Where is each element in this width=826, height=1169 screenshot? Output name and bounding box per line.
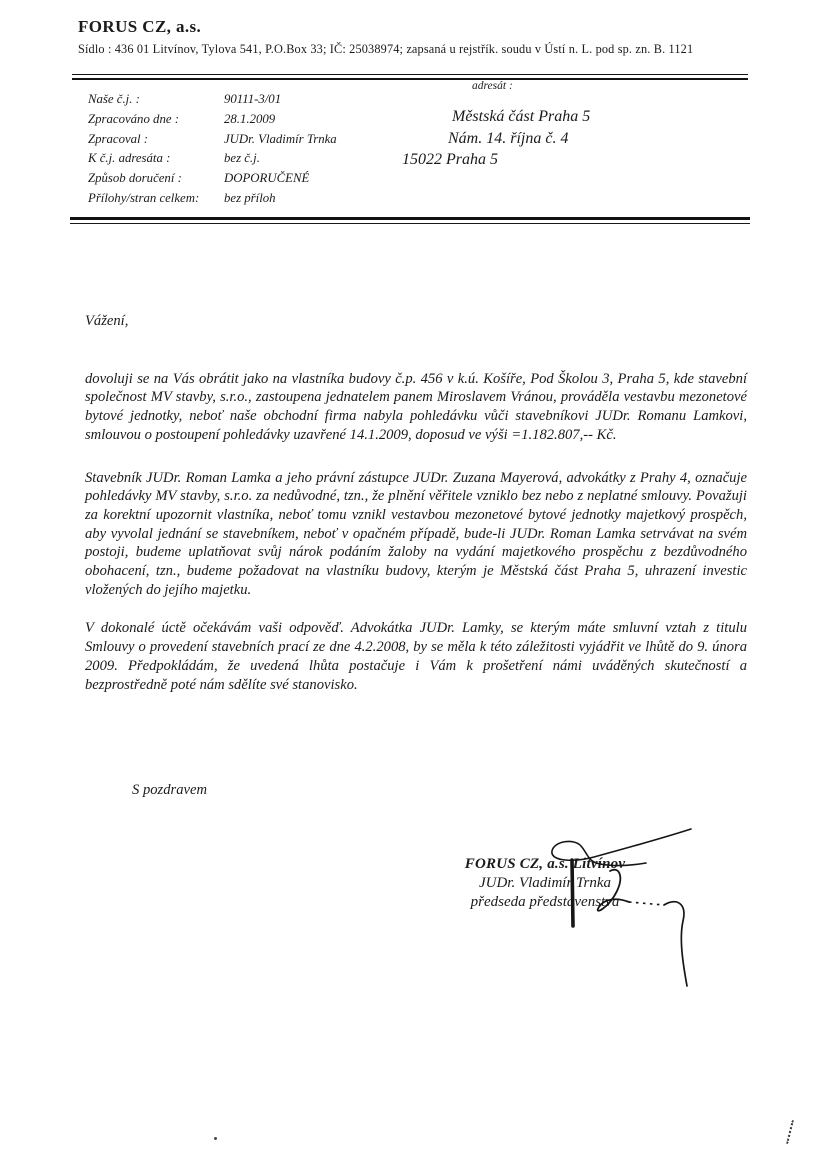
meta-label: Zpracoval : — [88, 131, 149, 146]
salutation: Vážení, — [85, 313, 129, 329]
addressee-street: Nám. 14. října č. 4 — [448, 129, 569, 147]
scan-speck-dot — [214, 1137, 217, 1140]
signature-company: FORUS CZ, a.s. Litvínov — [464, 856, 626, 872]
meta-value: bez příloh — [224, 190, 276, 205]
body-paragraph-3: V dokonalé úctě očekávám vaši odpověď. Advokátka JUDr. Lamky, se kterým máte smluvní vztah z titulu Smlouvy o provedení stavebních prací ze dne 4.2.2008, by se měla k této záležitosti vyjádřit ve lhůtě do 9. února 2009. Předpokládám, že uvedená lhůta postačuje i Vám k prošetření námi uváděných skutečností a bezprostředně poté nám sdělíte své stanovisko. — [85, 620, 747, 693]
meta-divider-rule — [70, 217, 750, 224]
handwritten-signature-icon — [538, 818, 708, 998]
signatory-name: JUDr. Vladimír Trnka — [478, 875, 612, 892]
scan-speck-line — [786, 1120, 794, 1144]
meta-row-processed-date — [88, 112, 337, 132]
meta-value: 90111-3/01 — [224, 92, 282, 106]
meta-label: K č.j. adresáta : — [88, 151, 171, 166]
meta-label: Zpracováno dne : — [88, 111, 179, 126]
addressee-city: 15022 Praha 5 — [402, 151, 498, 168]
closing-salutation: S pozdravem — [132, 782, 207, 798]
meta-label: Přílohy/stran celkem: — [88, 190, 200, 205]
meta-row-processed-by — [88, 132, 337, 152]
letter-body — [85, 312, 747, 694]
meta-value: 28.1.2009 — [224, 111, 276, 126]
meta-label: Naše č.j. : — [88, 92, 140, 106]
addressee-name: Městská část Praha 5 — [452, 108, 591, 125]
meta-label: Způsob doručení : — [88, 171, 182, 186]
meta-row-attachments — [88, 191, 337, 211]
meta-row-addressee-ref — [88, 151, 337, 171]
meta-row-our-ref — [88, 92, 337, 112]
addressee-block — [402, 106, 590, 171]
meta-row-delivery-method — [88, 171, 337, 191]
body-paragraph-1: dovoluji se na Vás obrátit jako na vlastníka budovy č.p. 456 v k.ú. Košíře, Pod Školou 3, Praha 5, kde stavební společnost MV stavby, s.r.o., zastoupena jednatelem panem Miroslavem Vránou, prováděla vestavbu mezonetové bytové jednotky, neboť naše obchodní firma nabyla pohledávku vůči stavebníkovi JUDr. Romanu Lamkovi, smlouvou o postoupení pohledávky uzavřené 14.1.2009, doposud ve výši =1.182.807,-- Kč. — [85, 370, 747, 443]
addressee-section-label: adresát : — [472, 80, 513, 92]
meta-value: bez č.j. — [224, 151, 260, 166]
letterhead-company-name: FORUS CZ, a.s. — [78, 17, 202, 36]
meta-value: JUDr. Vladimír Trnka — [224, 131, 337, 146]
meta-value: DOPORUČENÉ — [224, 171, 310, 186]
letterhead-divider-rule — [72, 74, 748, 80]
body-paragraph-2: Stavebník JUDr. Roman Lamka a jeho právní zástupce JUDr. Zuzana Mayerová, advokátky z Prahy 4, označuje pohledávky MV stavby, s.r.o. za nedůvodné, tzn., že plnění věřitele vzniklo bez nebo z neplatné smlouvy. Považuji za korektní upozornit vlastníka, neboť tomu vznikl vestavbou mezonetové bytové jednotky majetkový prospěch, aby vyvolal jednání se stavebníkem, neboť v opačném případě, bude-li JUDr. Roman Lamka setrvávat na svém postoji, budeme uplatňovat svůj nárok podáním žaloby na vydání majetkového prospěchu z bezdůvodného obohacení, tzn., budeme požadovat na vlastníku budovy, kterým je Městská část Praha 5, uhrazení investic vložených do jejího majetku. — [85, 469, 747, 598]
signatory-title: předseda představenstva — [470, 894, 620, 911]
letterhead-registration-line: Sídlo : 436 01 Litvínov, Tylova 541, P.O.Box 33; IČ: 25038974; zapsaná u rejstřík. soudu v Ústí n. L. pod sp. zn. B. 1121 — [78, 42, 694, 56]
reference-meta-table — [88, 92, 337, 211]
